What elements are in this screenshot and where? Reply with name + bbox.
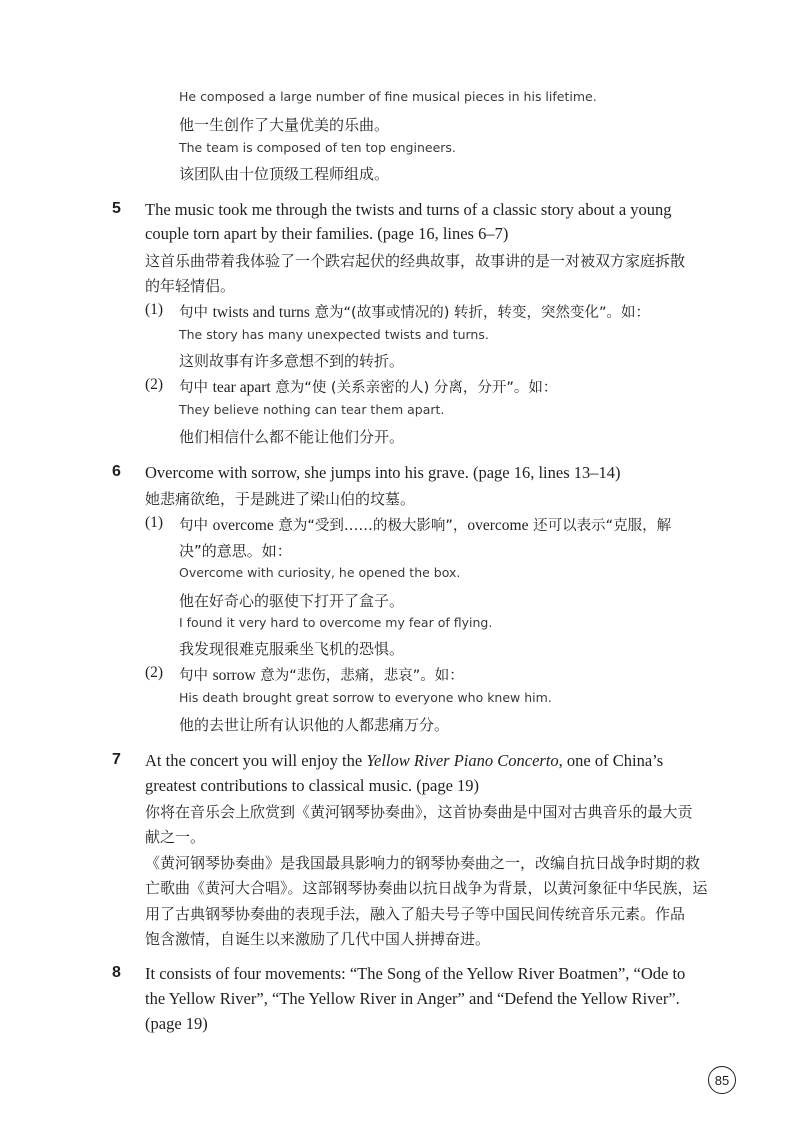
example-zh: 他的去世让所有认识他的人都悲痛万分。 — [179, 716, 450, 734]
example-en: They believe nothing can tear them apart. — [179, 402, 445, 417]
term: overcome — [212, 517, 274, 534]
item-en-line: It consists of four movements: “The Song of the Yellow River Boatmen”, “Ode to — [145, 964, 686, 983]
item-zh-line: 用了古典钢琴协奏曲的表现手法，融入了船夫号子等中国民间传统音乐元素。作品 — [145, 905, 686, 923]
example-zh: 这则故事有许多意想不到的转折。 — [179, 352, 405, 370]
item-number: 7 — [112, 751, 121, 768]
sub-item-text: 句中 tear apart 意为“使 (关系亲密的人) 分离，分开”。如： — [179, 379, 558, 396]
item-zh-line: 亡歌曲《黄河大合唱》。这部钢琴协奏曲以抗日战争为背景，以黄河象征中华民族，运 — [145, 879, 708, 897]
example-zh: 我发现很难克服乘坐飞机的恐惧。 — [179, 640, 405, 658]
example-zh: 他们相信什么都不能让他们分开。 — [179, 428, 405, 446]
item-number: 8 — [112, 964, 121, 981]
sub-item-text: 句中 twists and turns 意为“(故事或情况的) 转折，转变，突然变化”。如： — [179, 304, 650, 321]
item-zh-line: 她悲痛欲绝，于是跳进了梁山伯的坟墓。 — [145, 490, 416, 508]
item-zh-line: 的年轻情侣。 — [145, 277, 236, 295]
term: tear apart — [212, 379, 271, 396]
sub-item-text: 句中 sorrow 意为“悲伤，悲痛，悲哀”。如： — [179, 667, 464, 684]
item-en-line: greatest contributions to classical music. (page 19) — [145, 776, 480, 795]
term: sorrow — [212, 667, 256, 684]
example-zh: 该团队由十位顶级工程师组成。 — [179, 165, 390, 183]
item-zh-line: 《黄河钢琴协奏曲》是我国最具影响力的钢琴协奏曲之一，改编自抗日战争时期的救 — [145, 854, 701, 872]
sub-item-text-cont: 决”的意思。如： — [179, 542, 292, 560]
item-en-line: couple torn apart by their families. (page 16, lines 6–7) — [145, 224, 509, 243]
example-zh: 他一生创作了大量优美的乐曲。 — [179, 116, 390, 134]
item-zh-line: 饱含激情，自诞生以来激励了几代中国人拼搏奋进。 — [145, 930, 491, 948]
item-zh-line: 你将在音乐会上欣赏到《黄河钢琴协奏曲》，这首协奏曲是中国对古典音乐的最大贡 — [145, 803, 693, 821]
sub-item-label: (2) — [145, 376, 164, 393]
example-en: His death brought great sorrow to everyone who knew him. — [179, 690, 552, 705]
example-en: I found it very hard to overcome my fear of flying. — [179, 615, 493, 630]
item-en-line: At the concert you will enjoy the Yellow River Piano Concerto, one of China’s — [145, 751, 664, 770]
item-en-line: The music took me through the twists and turns of a classic story about a young — [145, 200, 672, 219]
item-zh-line: 这首乐曲带着我体验了一个跌宕起伏的经典故事，故事讲的是一对被双方家庭拆散 — [145, 252, 686, 270]
item-number: 5 — [112, 200, 121, 217]
page-number: 85 — [708, 1066, 736, 1094]
example-zh: 他在好奇心的驱使下打开了盒子。 — [179, 592, 405, 610]
item-en-line: (page 19) — [145, 1014, 208, 1033]
example-en: The team is composed of ten top engineers. — [179, 140, 456, 155]
sub-item-label: (1) — [145, 301, 164, 318]
item-zh-line: 献之一。 — [145, 828, 206, 846]
item-en-line: Overcome with sorrow, she jumps into his grave. (page 16, lines 13–14) — [145, 463, 621, 482]
sub-item-text: 句中 overcome 意为“受到……的极大影响”，overcome 还可以表示“克服，解 — [179, 517, 672, 534]
example-en: The story has many unexpected twists and turns. — [179, 327, 489, 342]
concerto-title: Yellow River Piano Concerto — [366, 751, 559, 770]
sub-item-label: (1) — [145, 514, 164, 531]
example-en: He composed a large number of fine musical pieces in his lifetime. — [179, 89, 597, 104]
item-number: 6 — [112, 463, 121, 480]
sub-item-label: (2) — [145, 664, 164, 681]
item-en-line: the Yellow River”, “The Yellow River in Anger” and “Defend the Yellow River”. — [145, 989, 680, 1008]
example-en: Overcome with curiosity, he opened the box. — [179, 565, 461, 580]
term: twists and turns — [212, 304, 310, 321]
term: overcome — [467, 517, 529, 534]
